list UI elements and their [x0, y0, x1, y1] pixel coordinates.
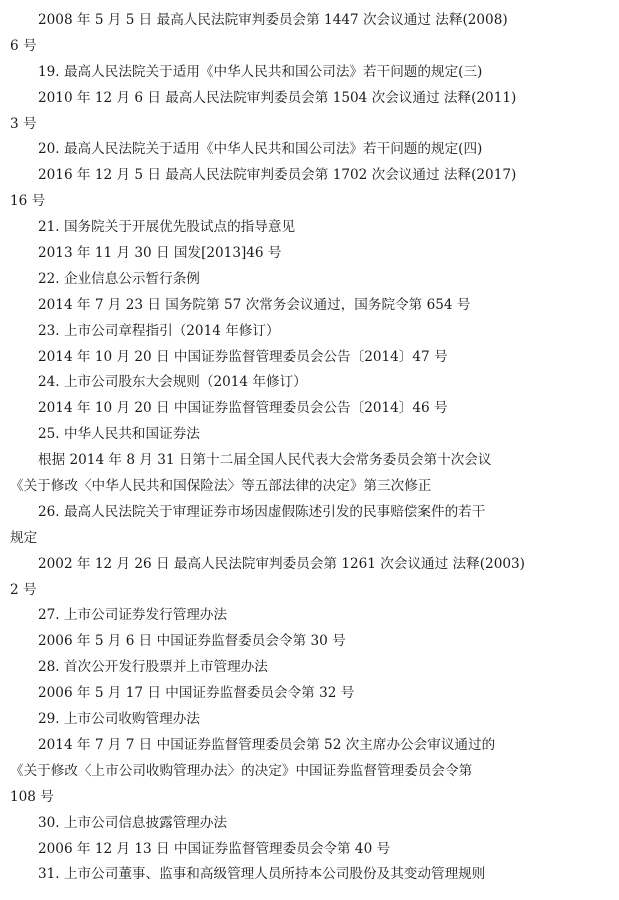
text-line: 2014 年 7 月 7 日 中国证券监督管理委员会第 52 次主席办公会审议通过的 [38, 736, 496, 753]
text-line: 20. 最高人民法院关于适用《中华人民共和国公司法》若干问题的规定(四) [38, 141, 483, 158]
text-line: 《关于修改〈上市公司收购管理办法〉的决定》中国证券监督管理委员会令第 [10, 762, 473, 779]
text-line: 22. 企业信息公示暂行条例 [38, 270, 200, 287]
text-line: 26. 最高人民法院关于审理证券市场因虚假陈述引发的民事赔偿案件的若干 [38, 503, 486, 520]
text-line: 2006 年 12 月 13 日 中国证券监督管理委员会令第 40 号 [38, 840, 391, 857]
text-line: 规定 [10, 529, 38, 546]
text-line: 2014 年 7 月 23 日 国务院第 57 次常务会议通过，国务院令第 654 号 [38, 296, 471, 313]
text-line: 108 号 [10, 788, 54, 805]
text-line: 16 号 [10, 193, 46, 210]
text-line: 24. 上市公司股东大会规则（2014 年修订） [38, 374, 307, 391]
text-line: 27. 上市公司证券发行管理办法 [38, 607, 228, 624]
text-line: 2008 年 5 月 5 日 最高人民法院审判委员会第 1447 次会议通过 法释(2008) [38, 12, 508, 28]
text-line: 2002 年 12 月 26 日 最高人民法院审判委员会第 1261 次会议通过 法释(2003) [38, 555, 525, 572]
text-line: 2006 年 5 月 6 日 中国证券监督委员会令第 30 号 [38, 633, 346, 650]
text-line: 19. 最高人民法院关于适用《中华人民共和国公司法》若干问题的规定(三) [38, 63, 483, 80]
text-line: 2 号 [10, 581, 37, 598]
text-line: 29. 上市公司收购管理办法 [38, 711, 200, 728]
text-line: 根据 2014 年 8 月 31 日第十二届全国人民代表大会常务委员会第十次会议 [38, 452, 492, 469]
text-line: 23. 上市公司章程指引（2014 年修订） [38, 322, 280, 339]
text-line: 31. 上市公司董事、监事和高级管理人员所持本公司股份及其变动管理规则 [38, 866, 486, 883]
text-line: 2014 年 10 月 20 日 中国证券监督管理委员会公告〔2014〕46 号 [38, 400, 448, 417]
text-line: 30. 上市公司信息披露管理办法 [38, 814, 228, 831]
text-line: 2013 年 11 月 30 日 国发[2013]46 号 [38, 245, 282, 262]
text-line: 28. 首次公开发行股票并上市管理办法 [38, 659, 268, 676]
text-line: 《关于修改〈中华人民共和国保险法〉等五部法律的决定》第三次修正 [10, 478, 432, 495]
document-body [10, 8, 563, 888]
text-line: 2006 年 5 月 17 日 中国证券监督委员会令第 32 号 [38, 685, 355, 702]
text-line: 21. 国务院关于开展优先股试点的指导意见 [38, 219, 296, 236]
text-line: 2016 年 12 月 5 日 最高人民法院审判委员会第 1702 次会议通过 法释(2017) [38, 167, 517, 184]
text-line: 25. 中华人民共和国证券法 [38, 426, 200, 443]
text-line: 2014 年 10 月 20 日 中国证券监督管理委员会公告〔2014〕47 号 [38, 348, 448, 365]
text-line: 6 号 [10, 37, 37, 54]
text-line: 2010 年 12 月 6 日 最高人民法院审判委员会第 1504 次会议通过 法释(2011) [38, 89, 517, 106]
text-line: 3 号 [10, 115, 37, 132]
